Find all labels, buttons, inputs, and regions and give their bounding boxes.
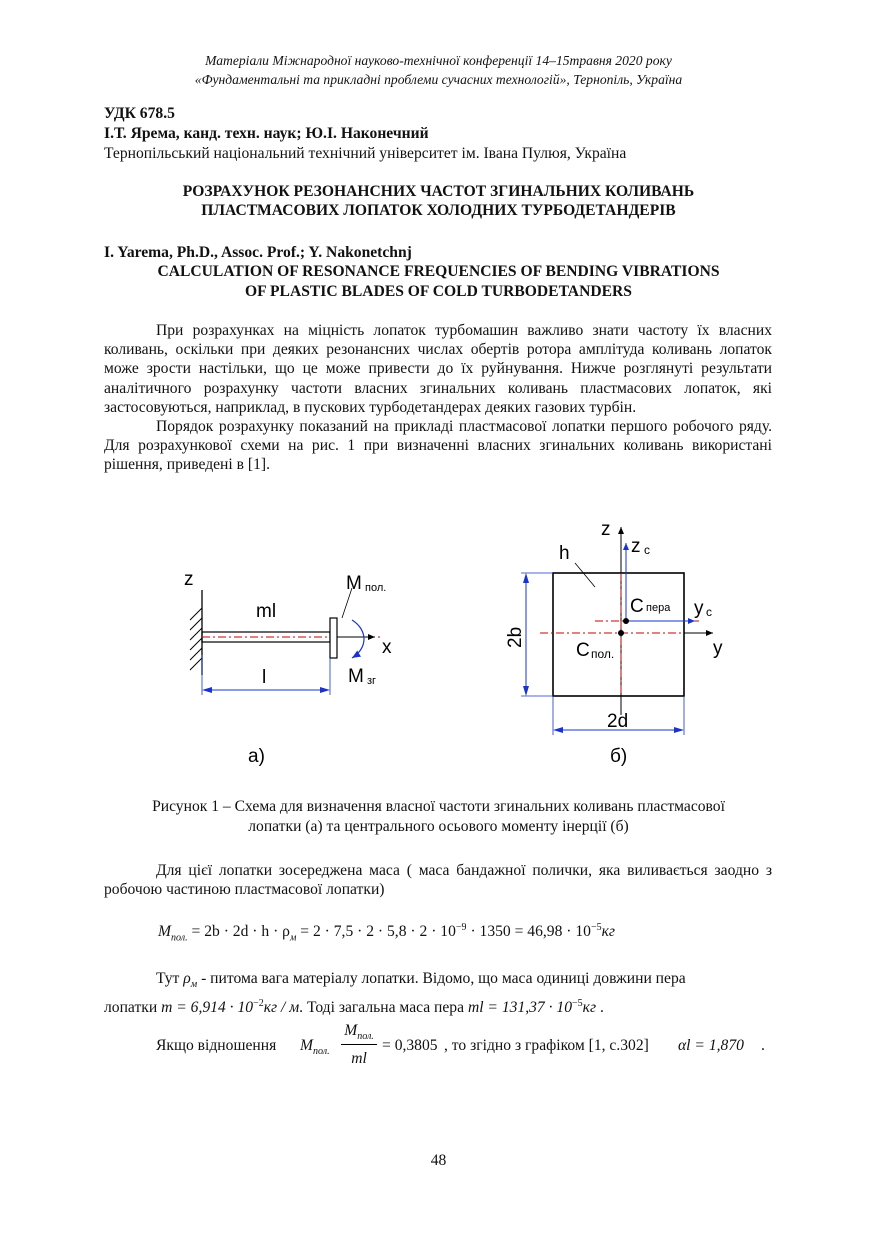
ratio-numerator: $M_{пол.}$ [344,1022,374,1043]
udk-code: УДК 678.5 [104,105,175,122]
affiliation: Тернопільський національний технічний університет ім. Івана Пулюя, Україна [104,145,627,162]
fig-b-2d-label: 2d [607,711,629,732]
title-en-line2: OF PLASTIC BLADES OF COLD TURBODETANDERS [245,283,632,300]
authors-en: I. Yarema, Ph.D., Assoc. Prof.; Y. Nakonetchnj [104,244,412,261]
conference-header-line1: Матеріали Міжнародної науково-технічної конференції 14–15травня 2020 року [205,53,672,68]
fig-b-y-label: y [713,638,723,659]
title-en-line1: CALCULATION OF RESONANCE FREQUENCIES OF BENDING VIBRATIONS [157,263,720,280]
authors-ua: І.Т. Ярема, канд. техн. наук; Ю.І. Наконечний [104,125,429,142]
fig-b-yc-sub: c [706,605,712,619]
figure-a-cantilever [170,560,420,775]
fig-b-cpol-sub: пол. [591,647,615,661]
fig-b-zc-sub: c [644,543,650,557]
unit-mass-line: лопатки $m = 6,914 \cdot 10^{-2}кг / м$. Тоді загальна маса пера ml = $131,37 \cdot 10^{-5}кг$ . [104,998,604,1017]
fig-b-cpera-label: C [630,596,644,617]
rho-definition-line: Тут $\rho_м$ - питома вага матеріалу лопатки. Відомо, що маса одиниці довжини пера [156,970,686,991]
fig-a-z-label: z [184,569,194,590]
formula-mass: $M_{пол.} = 2b \cdot 2d \cdot h \cdot \rho_м = 2 \cdot 7,5 \cdot 2 \cdot 5,8 \cdot 2 \cdot 10^{-9} \cdot 1350 = 46,98 \cdot 10^{-5}кг$ [158,922,616,944]
title-ua-line2: ПЛАСТМАСОВИХ ЛОПАТОК ХОЛОДНИХ ТУРБОДЕТАНДЕРІВ [201,202,676,219]
ratio-denominator: ml [351,1050,367,1067]
fig-b-2b-label: 2b [505,626,526,648]
figure-caption-line2: лопатки (а) та центрального осьового моменту інерції (б) [248,817,629,835]
fig-a-mzg-sub: зг [367,675,377,687]
page-number: 48 [430,1152,447,1169]
fig-b-zc-label: z [631,536,641,557]
figure-caption-line1: Рисунок 1 – Схема для визначення власної частоти згинальних коливань пластмасової [152,798,725,815]
paper-page: Матеріали Міжнародної науково-технічної конференції 14–15травня 2020 року «Фундаментальні та прикладні проблеми сучасних технологій», Тернопіль, Україна УДК 678.5 І.Т. Ярема, канд. техн. наук; Ю.І. Наконечний Тернопільський національний технічний університет ім. Івана Пулюя, Україна РОЗРАХУНОК РЕЗОНАНСНИХ ЧАСТОТ ЗГИНАЛЬНИХ КОЛИВАНЬ ПЛАСТМАСОВИХ ЛОПАТОК ХОЛОДНИХ ТУРБОДЕТАНДЕРІВ I. Yarema, Ph.D., Assoc. Prof.; Y. Nakonetchnj CALCULATION OF RESONANCE FREQUENCIES OF BENDING VIBRATIONS OF PLASTIC BLADES OF COLD TURBODETANDERS При розрахунках на міцність лопаток турбомашин важливо знати частоту їх власних коливань, оскільки при деяких резонансних числах обертів ротора амплітуда коливань лопаток може зрости настільки, що це може привести до їх руйнування. Нижче розглянуті результати аналітичного розрахунку частоти власних згинальних коливань пластмасових лопаток, які застосовуються, наприклад, в пускових турбодетандерах деяких газових турбін. Порядок розрахунку показаний на прикладі пластмасової лопатки першого робочого ряду. Для розрахункової схеми на рис. 1 при визначенні власних згинальних коливань використані рішення, приведені в [1]. z ml M пол. x l M зг а) z z c h C пера y c y C пол. 2b 2d б) Рисунок 1 – Схема для визначення власної частоти згинальних коливань пластмасової лопатки (а) та центрального осьового моменту інерції (б) Для цієї лопатки зосереджена маса ( маса бандажної полички, яка виливається заодно з робочою частиною пластмасової лопатки) $M_{пол.} = 2b \cdot 2d \cdot h \cdot \rho_м = 2 \cdot 7,5 \cdot 2 \cdot 5,8 \cdot 2 \cdot 10^{-9} \cdot 1350 = 46,98 \cdot 10^{-5}кг$ Тут $\rho_м$ - питома вага матеріалу лопатки. Відомо, що маса одиниці довжини пера лопатки $m = 6,914 \cdot 10^{-2}кг / м$. Тоді загальна маса пера ml = $131,37 \cdot 10^{-5}кг$ . Якщо відношення $M_{пол.}$ $M_{пол.}$ ml = 0,3805 , то згідно з графіком [1, с.302] αl = 1,870 . 48 [0,0,877,1240]
fig-b-z-label: z [601,519,611,540]
paragraph-2: Порядок розрахунку показаний на прикладі пластмасової лопатки першого робочого ряду. Для розрахункової схеми на рис. 1 при визначенні власних згинальних коливань використані рішення, приведені в [1]. [104,418,772,474]
fig-b-cpera-sub: пера [646,602,671,614]
conference-header-line2: «Фундаментальні та прикладні проблеми сучасних технологій», Тернопіль, Україна [194,72,683,87]
fig-b-h-label: h [559,543,570,564]
fig-a-x-label: x [382,637,392,658]
paragraph-1: При розрахунках на міцність лопаток турбомашин важливо знати частоту їх власних коливань, оскільки при деяких резонансних числах обертів ротора амплітуда коливань лопаток може зрости настільки, що це може привести до їх руйнування. Нижче розглянуті результати аналітичного розрахунку частоти власних згинальних коливань пластмасових лопаток, які застосовуються, наприклад, в пускових турбодетандерах деяких газових турбін. [104,322,772,416]
fig-a-mpol-sub: пол. [365,582,387,594]
fig-a-caption-label: а) [248,746,265,767]
fig-b-cpol-label: C [576,640,590,661]
fig-a-l-label: l [262,667,267,688]
figure-caption [90,797,787,836]
fig-a-ml-label: ml [256,601,277,622]
body-text-2 [104,861,772,899]
paragraph-3: Для цієї лопатки зосереджена маса ( маса бандажної полички, яка виливається заодно з робочою частиною пластмасової лопатки) [104,862,772,899]
fig-a-mzg-label: M [348,666,364,687]
body-text-1 [104,321,772,475]
fig-b-yc-label: y [694,598,704,619]
figure-b-cross-section [495,515,745,775]
fig-b-caption-label: б) [610,746,628,767]
fig-a-mpol-label: M [346,573,362,594]
title-ua-line1: РОЗРАХУНОК РЕЗОНАНСНИХ ЧАСТОТ ЗГИНАЛЬНИХ КОЛИВАНЬ [182,183,695,200]
